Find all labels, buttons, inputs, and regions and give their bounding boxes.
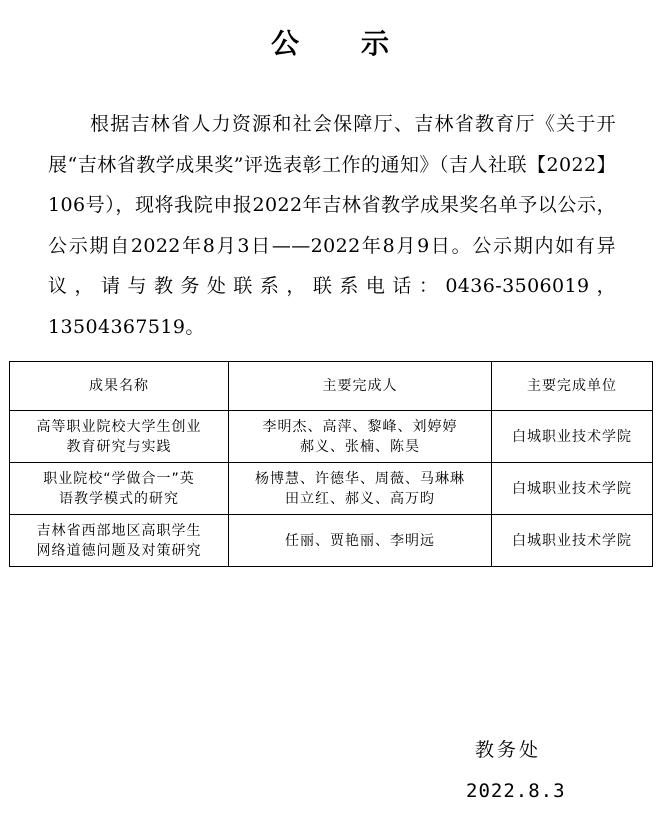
achievement-name-cell (10, 463, 229, 515)
table-row (10, 411, 653, 463)
unit-cell: 白城职业技术学院 (492, 411, 653, 463)
achievement-name-line: 职业院校“学做合一”英 (43, 470, 195, 487)
header-achievement-name: 成果名称 (10, 362, 229, 411)
signature-office: 教务处 (475, 739, 542, 761)
contributors-line: 杨博慧、许德华、周薇、马琳琳 (255, 470, 465, 487)
achievement-name-line: 教育研究与实践 (66, 438, 172, 455)
table-header-row (10, 362, 653, 411)
contributors-line: 任丽、贾艳丽、李明远 (285, 532, 435, 549)
page-title: 公示 (270, 27, 451, 60)
unit-cell: 白城职业技术学院 (492, 515, 653, 567)
results-table (9, 361, 653, 567)
achievement-name-line: 吉林省西部地区高职学生 (36, 522, 202, 539)
contributors-line: 李明杰、高萍、黎峰、刘婷婷 (262, 418, 458, 435)
announcement-paragraph: 根据吉林省人力资源和社会保障厅、吉林省教育厅《关于开展“吉林省教学成果奖”评选表彰工作的通知》（吉人社联【2022】106号），现将我院申报2022年吉林省教学成果奖名单予以公示，公示期自2022年8月3日——2022年8月9日。公示期内如有异议，请与教务处联系，联系电话：0436-3506019，13504367519。 (48, 113, 616, 338)
achievement-name-cell (10, 411, 229, 463)
achievement-name-line: 高等职业院校大学生创业 (36, 418, 202, 435)
table-row (10, 515, 653, 567)
unit-cell: 白城职业技术学院 (492, 463, 653, 515)
achievement-name-line: 网络道德问题及对策研究 (36, 542, 202, 559)
header-main-contributors: 主要完成人 (229, 362, 492, 411)
header-main-unit: 主要完成单位 (492, 362, 653, 411)
achievement-name-cell (10, 515, 229, 567)
achievement-name-line: 语教学模式的研究 (59, 490, 179, 507)
contributors-cell (229, 411, 492, 463)
table-row (10, 463, 653, 515)
contributors-line: 田立红、郝义、高万昀 (285, 490, 435, 507)
contributors-line: 郝义、张楠、陈昊 (300, 438, 420, 455)
signature-date: 2022.8.3 (466, 780, 566, 802)
contributors-cell (229, 463, 492, 515)
contributors-cell (229, 515, 492, 567)
